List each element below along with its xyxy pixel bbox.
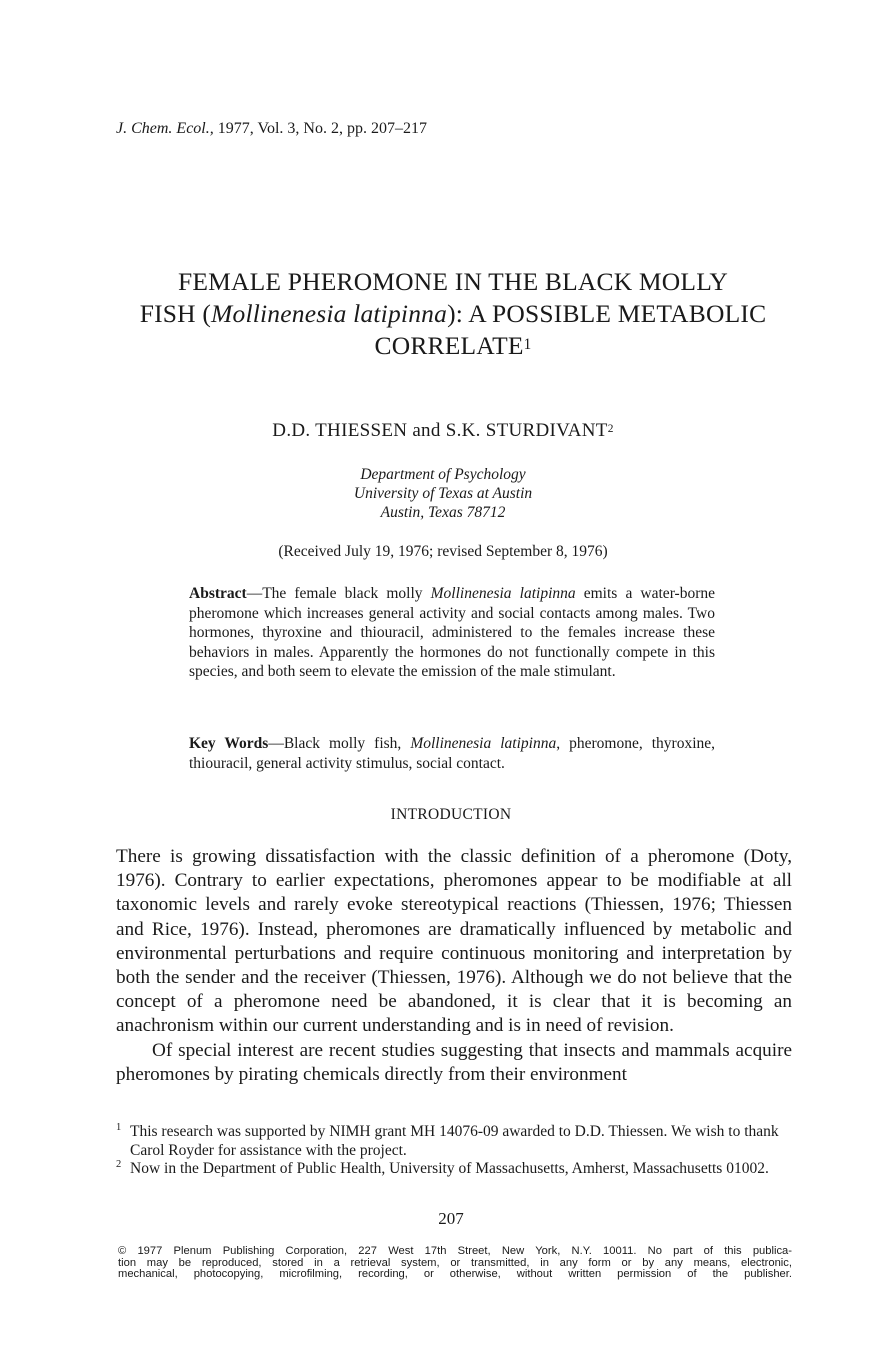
body-paragraph: There is growing dissatisfaction with the classic definition of a pheromone (Doty, 1976). Contrary to earlier expectations, pheromones appear to be modifiable at all taxonomic levels and rarely evoke stereotypical reactions (Thiessen, 1976; Thiessen and Rice, 1976). Instead, pheromones are dramatically influenced by metabolic and environmental perturbations and require continuous monitoring and interpretation by both the sender and the receiver (Thiessen, 1976). Although we do not believe that the concept of a pheromone need be abandoned, it is clear that it is becoming an anachronism within our current understanding and is in need of revision.	[116, 846, 792, 1037]
author-names: D.D. THIESSEN and S.K. STURDIVANT	[272, 420, 608, 441]
title-species: Mollinenesia latipinna	[211, 299, 448, 328]
title-line-2-suffix: ): A POSSIBLE METABOLIC	[447, 299, 767, 328]
keywords-dash: —	[268, 735, 284, 752]
journal-name: J. Chem. Ecol.,	[116, 120, 214, 137]
journal-citation	[116, 120, 427, 138]
author-list	[0, 420, 886, 442]
footnotes	[116, 1123, 792, 1179]
footnote-text: Now in the Department of Public Health, University of Massachusetts, Amherst, Massachusetts 01002.	[130, 1160, 769, 1177]
key-words	[189, 734, 715, 773]
introduction-body	[116, 845, 792, 1087]
footnote-text: This research was supported by NIMH grant MH 14076-09 awarded to D.D. Thiessen. We wish to thank Carol Royder for assistance with the project.	[130, 1123, 779, 1159]
footnote	[116, 1160, 792, 1179]
received-dates: (Received July 19, 1976; revised September 8, 1976)	[278, 543, 608, 560]
abstract	[189, 584, 715, 682]
keywords-lead: Black molly fish,	[283, 735, 411, 752]
affiliation-university: University of Texas at Austin	[353, 485, 533, 502]
affiliation-department: Department of Psychology	[360, 466, 526, 483]
title-line-3	[90, 330, 816, 362]
footnote-mark: 2	[116, 1159, 122, 1170]
keywords-label: Key Words	[189, 735, 269, 752]
title-footnote-mark: 1	[523, 335, 532, 353]
abstract-lead: The female black molly	[262, 585, 431, 602]
footnote	[116, 1123, 792, 1160]
article-title	[90, 266, 816, 362]
copyright-line: mechanical, photocopying, microfilming, recording, or otherwise, without written permission of the publisher.	[118, 1268, 792, 1281]
title-line-1: FEMALE PHEROMONE IN THE BLACK MOLLY	[177, 267, 729, 296]
keywords-text: , pheromone, thyroxine, thiouracil, general activity stimulus, social contact.	[189, 735, 715, 772]
citation-details: 1977, Vol. 3, No. 2, pp. 207–217	[217, 120, 427, 137]
author-footnote-mark: 2	[607, 423, 614, 436]
copyright-notice	[118, 1246, 792, 1281]
abstract-dash: —	[246, 585, 263, 602]
affiliation	[0, 465, 886, 522]
copyright-line: © 1977 Plenum Publishing Corporation, 227 West 17th Street, New York, N.Y. 10011. No part of this publica-	[118, 1245, 792, 1257]
abstract-species: Mollinenesia latipinna	[430, 585, 576, 602]
body-paragraph: Of special interest are recent studies suggesting that insects and mammals acquire pheromones by pirating chemicals directly from their environment	[116, 1039, 792, 1085]
title-line-2	[90, 298, 816, 330]
keywords-species: Mollinenesia latipinna	[410, 735, 557, 752]
affiliation-city: Austin, Texas 78712	[380, 504, 506, 521]
title-line-3-text: CORRELATE	[374, 331, 524, 360]
abstract-text: emits a water-borne pheromone which increases general activity and social contacts among males. Two hormones, thyroxine and thiouracil, administered to the females increase these behaviors in males. Apparently the hormones do not functionally compete in this species, and both seem to elevate the emission of the male stimulant.	[189, 585, 715, 680]
abstract-label: Abstract	[189, 585, 247, 602]
section-heading: INTRODUCTION	[390, 806, 512, 823]
title-line-2-prefix: FISH (	[139, 299, 212, 328]
footnote-mark: 1	[116, 1122, 122, 1133]
copyright-line: tion may be reproduced, stored in a retrieval system, or transmitted, in any form or by any means, electronic,	[118, 1256, 792, 1269]
page-number: 207	[438, 1209, 464, 1228]
